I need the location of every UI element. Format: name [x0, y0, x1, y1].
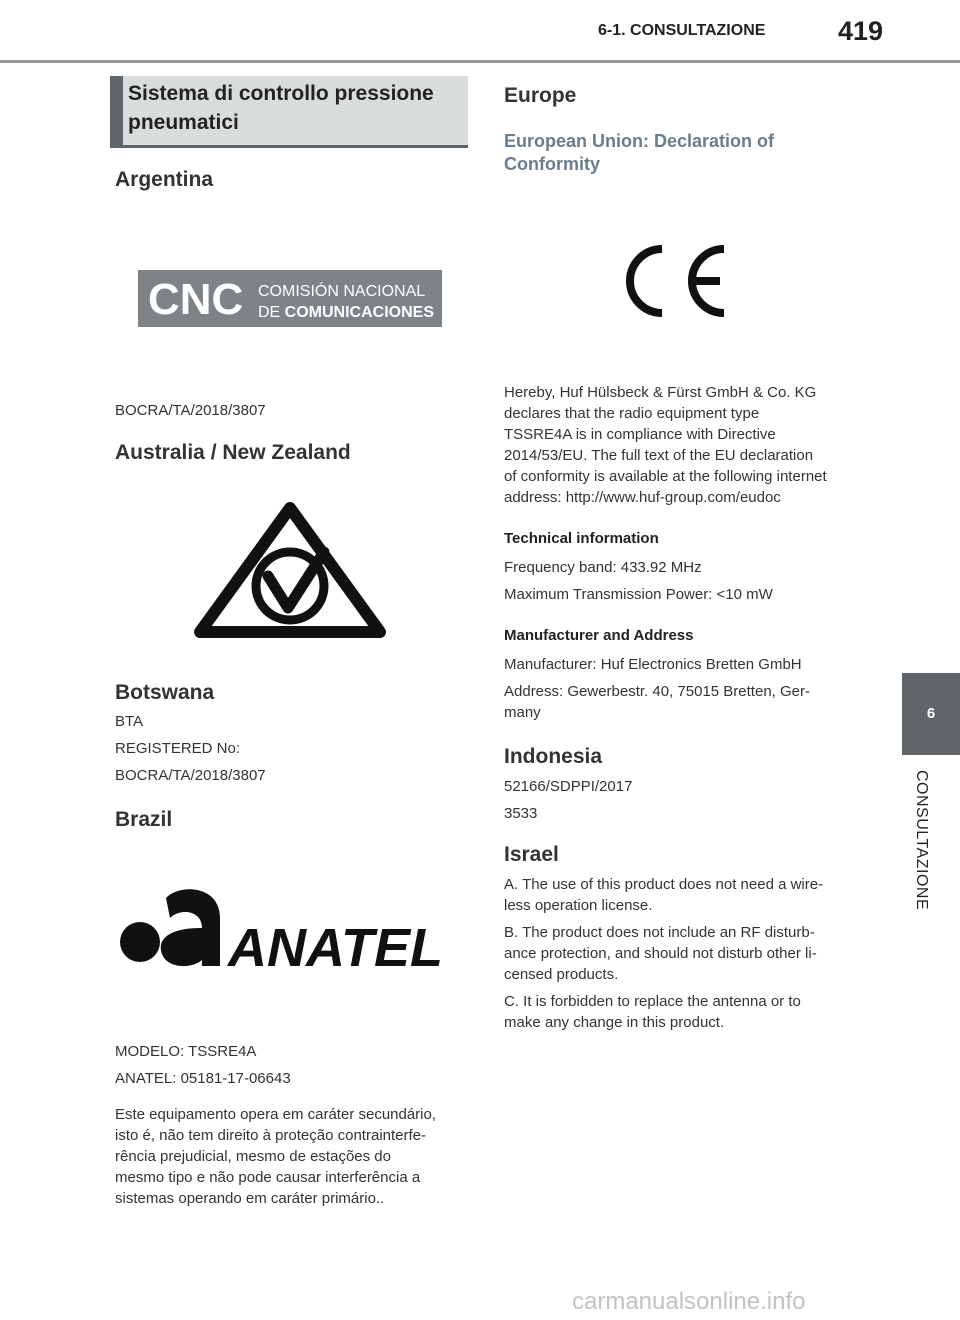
max-transmission-power: Maximum Transmission Power: <10 mW — [504, 586, 773, 603]
heading-indonesia: Indonesia — [504, 745, 603, 768]
brazil-paragraph-line: sistemas operando em caráter primário.. — [115, 1190, 385, 1207]
europe-declaration-line: 2014/53/EU. The full text of the EU declaration — [504, 447, 814, 464]
europe-declaration-line: Hereby, Huf Hülsbeck & Fürst GmbH & Co. KG — [504, 384, 817, 401]
brazil-paragraph-line: Este equipamento opera em caráter secundário, — [115, 1106, 437, 1123]
header-divider — [0, 60, 960, 63]
heading-europe: Europe — [504, 84, 577, 107]
anatel-logo-text: ANATEL — [228, 918, 443, 970]
brazil-paragraph-line: rência prejudicial, mesmo de estações do — [115, 1148, 391, 1165]
ce-mark-icon — [626, 243, 730, 319]
israel-b-line: ance protection, and should not disturb other li- — [504, 945, 817, 962]
cnc-logo-line2 — [258, 304, 434, 321]
indonesia-line: 3533 — [504, 805, 538, 822]
brazil-paragraph-line: mesmo tipo e não pode causar interferência a — [115, 1169, 421, 1186]
brazil-model: MODELO: TSSRE4A — [115, 1043, 257, 1060]
header-section-title: 6-1. CONSULTAZIONE — [598, 22, 766, 39]
europe-declaration-line: declares that the radio equipment type — [504, 405, 760, 422]
europe-subheading-line: European Union: Declaration of — [504, 131, 775, 151]
israel-c-line: C. It is forbidden to replace the antenna or to — [504, 993, 801, 1010]
section-title: Sistema di controllo pressione pneumatici — [128, 82, 434, 134]
europe-declaration-line: address: http://www.huf-group.com/eudoc — [504, 489, 781, 506]
indonesia-line: 52166/SDPPI/2017 — [504, 778, 633, 795]
chapter-tab-number: 6 — [926, 705, 936, 722]
europe-declaration-line: TSSRE4A is in compliance with Directive — [504, 426, 776, 443]
israel-a-line: A. The use of this product does not need a wire- — [504, 876, 824, 893]
israel-b-line: censed products. — [504, 966, 619, 983]
botswana-line: BOCRA/TA/2018/3807 — [115, 767, 266, 784]
botswana-line: REGISTERED No: — [115, 740, 241, 757]
chapter-label — [908, 770, 932, 940]
europe-declaration-line: of conformity is available at the following internet — [504, 468, 827, 485]
cnc-logo-line2-b: COMUNICACIONES — [284, 304, 435, 321]
page-number: 419 — [838, 16, 884, 46]
argentina-code: BOCRA/TA/2018/3807 — [115, 402, 266, 419]
heading-australia-new-zealand: Australia / New Zealand — [115, 441, 351, 464]
brazil-anatel-number: ANATEL: 05181-17-06643 — [115, 1070, 291, 1087]
chapter-label-text: CONSULTAZIONE — [913, 770, 930, 911]
heading-technical-information: Technical information — [504, 530, 659, 547]
heading-botswana: Botswana — [115, 681, 215, 704]
israel-a-line: less operation license. — [504, 897, 653, 914]
heading-israel: Israel — [504, 843, 559, 866]
cnc-logo — [138, 270, 442, 327]
manufacturer: Manufacturer: Huf Electronics Bretten GmbH — [504, 656, 802, 673]
cnc-logo-mark: CNC — [148, 275, 244, 324]
chapter-tab[interactable] — [902, 673, 960, 755]
rcm-check-icon — [192, 500, 388, 644]
frequency-band: Frequency band: 433.92 MHz — [504, 559, 702, 576]
watermark: carmanualsonline.info — [572, 1288, 806, 1315]
section-title-box — [110, 76, 468, 148]
heading-brazil: Brazil — [115, 808, 173, 831]
heading-manufacturer-address: Manufacturer and Address — [504, 627, 694, 644]
brazil-paragraph-line: isto é, não tem direito à proteção contrainterfe- — [115, 1127, 427, 1144]
section-title-accent — [110, 76, 123, 145]
botswana-line: BTA — [115, 713, 144, 730]
israel-b-line: B. The product does not include an RF disturb- — [504, 924, 815, 941]
cnc-logo-line2-a: DE — [258, 304, 285, 321]
israel-c-line: make any change in this product. — [504, 1014, 725, 1031]
address-line: Address: Gewerbestr. 40, 75015 Bretten, Ger- — [504, 683, 810, 700]
cnc-logo-line1: COMISIÓN NACIONAL — [258, 283, 426, 300]
address-line: many — [504, 704, 541, 721]
anatel-logo — [118, 884, 452, 970]
heading-argentina: Argentina — [115, 168, 214, 191]
europe-subheading-line: Conformity — [504, 154, 600, 174]
